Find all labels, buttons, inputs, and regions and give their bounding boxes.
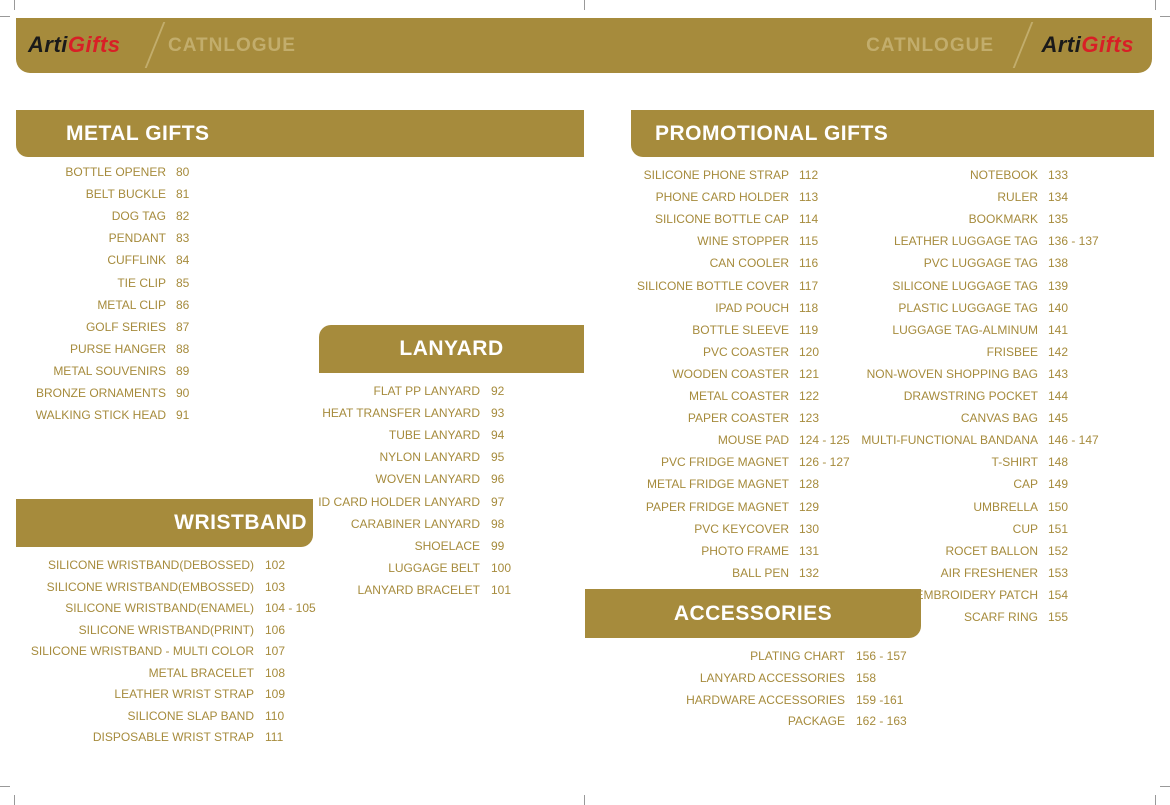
entry-page-number: 118 (799, 300, 819, 315)
entry-page-number: 120 (799, 344, 820, 359)
entry-page-number: 131 (799, 543, 820, 558)
section-banner-metal-gifts (16, 110, 584, 157)
entry-label: CAP (1013, 477, 1038, 492)
entry-label: METAL SOUVENIRS (53, 363, 166, 378)
entry-page-number: 103 (265, 579, 286, 594)
entry-label: NYLON LANYARD (379, 450, 480, 465)
entry-label: IPAD POUCH (715, 300, 789, 315)
entry-page-number: 126 - 127 (799, 455, 850, 470)
entry-page-number: 114 (799, 212, 819, 227)
catalogue-entry (0, 298, 1069, 318)
entry-page-number: 115 (799, 234, 819, 249)
entry-page-number: 123 (799, 411, 820, 426)
entry-page-number: 148 (1048, 455, 1069, 470)
brand-logo-right (1041, 32, 1134, 58)
crop-mark (1155, 795, 1156, 805)
entry-label: LANYARD ACCESSORIES (699, 670, 845, 685)
entry-page-number: 150 (1048, 499, 1069, 514)
entry-page-number: 108 (265, 665, 286, 680)
catalogue-entry (0, 276, 1069, 296)
crop-mark (14, 795, 15, 805)
entry-page-number: 111 (265, 730, 284, 744)
entry-page-number: 113 (799, 190, 819, 205)
entry-label: METAL FRIDGE MAGNET (646, 477, 789, 492)
crop-mark (584, 0, 585, 10)
crop-mark (0, 786, 10, 787)
catalogue-entry (0, 364, 1069, 384)
entry-page-number: 162 - 163 (856, 714, 907, 729)
entry-label: PVC KEYCOVER (694, 521, 789, 536)
catalogue-entry (0, 165, 1069, 185)
entry-page-number: 136 - 137 (1048, 234, 1099, 249)
entry-label: NOTEBOOK (969, 168, 1038, 182)
entry-label: BALL PEN (732, 565, 789, 580)
entry-page-number: 85 (176, 275, 190, 290)
entry-page-number: 96 (491, 472, 505, 487)
entry-page-number: 110 (265, 708, 285, 723)
entry-page-number: 86 (176, 297, 190, 312)
entry-label: METAL BRACELET (148, 665, 254, 680)
entry-page-number: 149 (1048, 477, 1069, 492)
entry-label: BELT BUCKLE (85, 187, 166, 202)
entry-label: TIE CLIP (117, 275, 166, 290)
entry-label: AIR FRESHENER (940, 565, 1038, 580)
entry-label: FLAT PP LANYARD (373, 384, 480, 398)
crop-mark (1160, 786, 1170, 787)
section-banner-promotional-gifts (631, 110, 1154, 157)
crop-mark (14, 0, 15, 10)
entry-label: PLATING CHART (750, 649, 845, 663)
entry-label: CANVAS BAG (960, 411, 1038, 426)
entry-page-number: 84 (176, 253, 190, 268)
entry-page-number: 82 (176, 209, 190, 224)
entry-label: HEAT TRANSFER LANYARD (322, 406, 480, 421)
section-title: ACCESSORIES (673, 601, 833, 625)
catalogue-label-left: CATNLOGUE (168, 35, 296, 56)
entry-page-number: 87 (176, 319, 190, 334)
entry-label: PHOTO FRAME (701, 543, 789, 558)
entry-page-number: 135 (1048, 212, 1069, 227)
entry-page-number: 100 (491, 560, 512, 575)
entry-page-number: 89 (176, 363, 190, 378)
entry-label: SILICONE WRISTBAND(PRINT) (78, 622, 254, 637)
entry-label: DRAWSTRING POCKET (903, 389, 1038, 403)
catalogue-entry (0, 585, 1069, 605)
catalogue-entry (0, 646, 907, 666)
entry-page-number: 140 (1048, 300, 1069, 315)
entry-page-number: 121 (799, 366, 820, 381)
entry-page-number: 156 - 157 (856, 649, 907, 663)
entry-label: PLASTIC LUGGAGE TAG (898, 300, 1038, 315)
entry-label: METAL CLIP (97, 297, 166, 312)
entry-label: BOTTLE SLEEVE (692, 322, 789, 337)
entry-page-number: 109 (265, 687, 286, 701)
entry-label: PVC FRIDGE MAGNET (660, 455, 789, 470)
entry-label: SHOELACE (414, 538, 480, 553)
catalogue-entry (0, 231, 1099, 251)
crop-mark (0, 16, 10, 17)
entry-page-number: 117 (799, 278, 819, 293)
entry-page-number: 143 (1048, 366, 1069, 381)
entry-page-number: 107 (265, 644, 286, 658)
divider-slash (1013, 22, 1034, 68)
entry-label: PENDANT (108, 231, 166, 246)
entry-page-number: 104 - 105 (265, 601, 316, 615)
entry-label: SILICONE SLAP BAND (127, 708, 254, 723)
entry-page-number: 90 (176, 386, 190, 400)
entry-page-number: 102 (265, 558, 286, 572)
entry-label: DISPOSABLE WRIST STRAP (92, 730, 254, 744)
catalogue-entry (0, 386, 1069, 406)
header-bar (16, 18, 1152, 73)
catalogue-entry (0, 497, 1069, 517)
entry-label: SCARF RING (963, 610, 1038, 624)
entry-label: WALKING STICK HEAD (35, 408, 166, 423)
entry-page-number: 91 (176, 408, 190, 423)
entry-page-number: 132 (799, 565, 820, 580)
entry-page-number: 152 (1048, 543, 1069, 558)
catalogue-entry (0, 452, 1069, 472)
catalogue-entry (0, 690, 904, 710)
entry-page-number: 130 (799, 521, 820, 536)
crop-mark (1160, 16, 1170, 17)
crop-mark (1155, 0, 1156, 10)
entry-page-number: 83 (176, 231, 190, 246)
entry-page-number: 139 (1048, 278, 1069, 293)
entry-page-number: 97 (491, 494, 505, 509)
crop-mark (584, 795, 585, 805)
entry-page-number: 158 (856, 670, 877, 685)
entry-label: LANYARD BRACELET (357, 582, 480, 597)
entry-label: WOODEN COASTER (672, 366, 789, 381)
entry-label: LEATHER WRIST STRAP (114, 687, 254, 701)
entry-label: PAPER COASTER (687, 411, 789, 426)
entry-page-number: 94 (491, 428, 505, 443)
entry-label: ID CARD HOLDER LANYARD (318, 494, 480, 509)
entry-label: UMBRELLA (973, 499, 1038, 514)
entry-label: SILICONE WRISTBAND(ENAMEL) (65, 601, 254, 615)
entry-label: BOOKMARK (968, 212, 1038, 227)
entry-label: MULTI-FUNCTIONAL BANDANA (861, 433, 1038, 448)
entry-page-number: 124 - 125 (799, 433, 850, 448)
catalogue-entry (0, 519, 1069, 539)
entry-label: SILICONE WRISTBAND(DEBOSSED) (47, 558, 254, 572)
entry-label: DOG TAG (111, 209, 166, 224)
logo-text-arti: Arti (1041, 32, 1082, 57)
entry-label: PVC LUGGAGE TAG (923, 256, 1038, 271)
entry-label: CARABINER LANYARD (350, 516, 480, 531)
entry-label: T-SHIRT (991, 455, 1038, 470)
entry-label: LUGGAGE BELT (388, 560, 480, 575)
entry-page-number: 151 (1048, 521, 1069, 536)
entry-page-number: 159 -161 (856, 692, 904, 707)
entry-label: SILICONE PHONE STRAP (643, 168, 789, 182)
logo-text-gifts: Gifts (67, 32, 121, 57)
entry-label: CUFFLINK (107, 253, 166, 268)
entry-page-number: 116 (799, 256, 819, 271)
logo-text-arti: Arti (28, 32, 68, 57)
entry-label: LEATHER LUGGAGE TAG (893, 234, 1038, 249)
entry-label: FRISBEE (986, 344, 1038, 359)
catalogue-entry (0, 711, 907, 731)
entry-label: GOLF SERIES (85, 319, 166, 334)
entry-page-number: 93 (491, 406, 505, 421)
catalogue-entry (0, 187, 1069, 207)
logo-text-gifts: Gifts (1081, 32, 1134, 57)
catalogue-entry (0, 541, 1069, 561)
entry-page-number: 129 (799, 499, 820, 514)
entry-label: SILICONE LUGGAGE TAG (892, 278, 1038, 293)
entry-page-number: 133 (1048, 168, 1069, 182)
section-title: WRISTBAND (174, 511, 307, 534)
entry-label: PHONE CARD HOLDER (655, 190, 789, 205)
entry-label: SILICONE WRISTBAND - MULTI COLOR (30, 644, 254, 658)
entry-label: ROCET BALLON (945, 543, 1038, 558)
section-title: LANYARD (399, 337, 504, 360)
entry-page-number: 154 (1048, 587, 1069, 602)
catalogue-label-right: CATNLOGUE (866, 35, 994, 56)
entry-page-number: 141 (1048, 322, 1069, 337)
entry-page-number: 119 (799, 322, 819, 337)
entry-label: CUP (1012, 521, 1038, 536)
entry-label: SILICONE BOTTLE COVER (636, 278, 789, 293)
entry-page-number: 101 (491, 582, 512, 597)
entry-label: WINE STOPPER (697, 234, 789, 249)
entry-label: LUGGAGE TAG-ALMINUM (892, 322, 1038, 337)
catalogue-entry (0, 563, 1069, 583)
entry-page-number: 128 (799, 477, 820, 492)
entry-label: PAPER FRIDGE MAGNET (645, 499, 789, 514)
entry-page-number: 88 (176, 341, 190, 356)
catalogue-entry (0, 668, 877, 688)
entry-label: HARDWARE ACCESSORIES (686, 692, 845, 707)
entry-page-number: 145 (1048, 411, 1069, 426)
catalogue-entry (0, 474, 1069, 494)
section-title: PROMOTIONAL GIFTS (655, 121, 889, 145)
entry-label: BRONZE ORNAMENTS (35, 386, 166, 400)
entry-page-number: 146 - 147 (1048, 433, 1099, 448)
entry-page-number: 80 (176, 165, 190, 179)
entry-label: NON-WOVEN SHOPPING BAG (866, 366, 1038, 381)
entry-label: SILICONE WRISTBAND(EMBOSSED) (46, 579, 254, 594)
entry-page-number: 134 (1048, 190, 1069, 205)
entry-page-number: 98 (491, 516, 505, 531)
entry-label: WOVEN LANYARD (375, 472, 480, 487)
entry-page-number: 144 (1048, 389, 1069, 403)
entry-label: BOTTLE OPENER (65, 165, 166, 179)
entry-page-number: 99 (491, 538, 505, 553)
entry-label: PURSE HANGER (69, 341, 166, 356)
catalogue-entry (0, 408, 1069, 428)
entry-page-number: 81 (176, 187, 190, 202)
entry-page-number: 122 (799, 389, 820, 403)
entry-label: CAN COOLER (709, 256, 789, 271)
entry-page-number: 138 (1048, 256, 1069, 271)
divider-slash (145, 22, 166, 68)
brand-logo-left (28, 32, 121, 58)
entry-page-number: 153 (1048, 565, 1069, 580)
entry-label: RULER (997, 190, 1038, 205)
entry-label: PVC COASTER (702, 344, 789, 359)
entry-label: PACKAGE (787, 714, 845, 729)
entry-page-number: 95 (491, 450, 505, 465)
catalogue-entry (0, 320, 1069, 340)
entry-page-number: 155 (1048, 610, 1069, 624)
entry-label: METAL COASTER (688, 389, 789, 403)
entry-page-number: 92 (491, 384, 505, 398)
catalogue-entry (0, 607, 1069, 627)
entry-label: MOUSE PAD (717, 433, 789, 448)
section-title: METAL GIFTS (66, 121, 210, 145)
catalogue-entry (0, 253, 1069, 273)
catalogue-entry (0, 430, 1099, 450)
catalogue-entry (0, 342, 1069, 362)
entry-page-number: 142 (1048, 344, 1069, 359)
catalogue-entry (0, 209, 1069, 229)
entry-label: TUBE LANYARD (388, 428, 480, 443)
entry-page-number: 106 (265, 622, 286, 637)
entry-label: EMBROIDERY PATCH (915, 587, 1038, 602)
entry-page-number: 112 (799, 168, 819, 182)
entry-label: SILICONE BOTTLE CAP (654, 212, 789, 227)
